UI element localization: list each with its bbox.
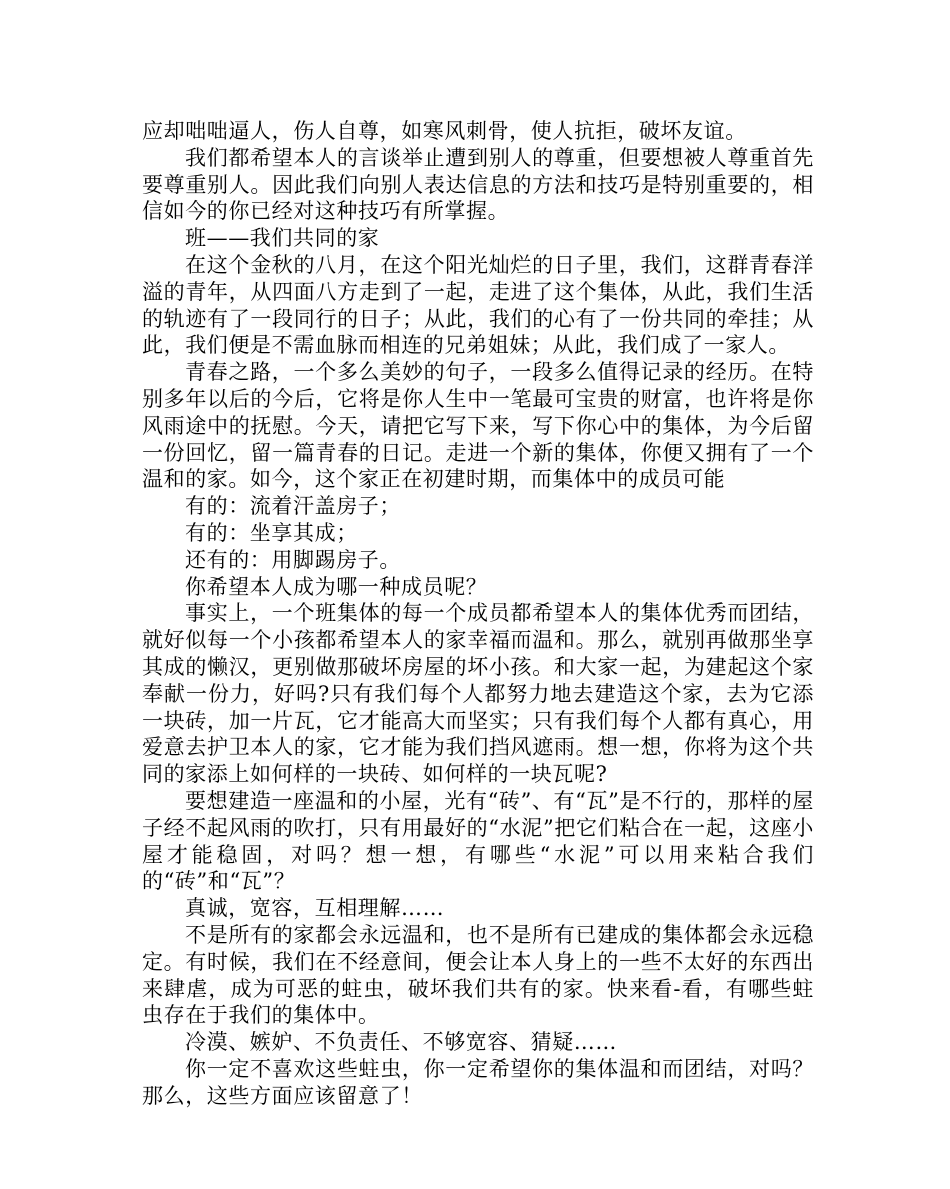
document-page — [142, 118, 814, 1109]
list-cement-virtues: 真诚，宽容，互相理解…… — [185, 896, 445, 921]
list-pests: 冷漠、嫉妒、不负责任、不够宽容、猜疑…… — [185, 1030, 617, 1055]
paragraph-continuation: 应却咄咄逼人，伤人自尊，如寒风刺骨，使人抗拒，破坏友谊。 — [142, 119, 747, 143]
paragraph-build-house: 要想建造一座温和的小屋，光有“砖”、有“瓦”是不行的，那样的屋子经不起风雨的吹打，只有用最好的“水泥”把它们粘合在一起，这座小屋才能稳固，对吗？想一想，有哪些“水泥”可以用来粘合我们的“砖”和“瓦”？ — [142, 788, 814, 894]
list-item-kick-house: 还有的：用脚踢房子。 — [185, 547, 401, 572]
list-item-build-house: 有的：流着汗盖房子； — [185, 494, 401, 519]
paragraph-respect: 我们都希望本人的言谈举止遭到别人的尊重，但要想被人尊重首先要尊重别人。因此我们向别人表达信息的方法和技巧是特别重要的，相信如今的你已经对这种技巧有所掌握。 — [142, 145, 814, 224]
paragraph-closing: 你一定不喜欢这些蛀虫，你一定希望你的集体温和而团结，对吗？那么，这些方面应该留意了！ — [142, 1056, 814, 1108]
list-item-sit-and-enjoy: 有的：坐享其成； — [185, 520, 358, 545]
paragraph-in-fact: 事实上，一个班集体的每一个成员都希望本人的集体优秀而团结，就好似每一个小孩都希望本人的家幸福而温和。那么，就别再做那坐享其成的懒汉，更别做那破坏房屋的坏小孩。和大家一起，为建起这个家奉献一份力，好吗?只有我们每个人都努力地去建造这个家，去为它添一块砖，加一片瓦，它才能高大而坚实；只有我们每个人都有真心，用爱意去护卫本人的家，它才能为我们挡风遮雨。想一想，你将为这个共同的家添上如何样的一块砖、如何样的一块瓦呢? — [142, 601, 814, 787]
question-which-member: 你希望本人成为哪一种成员呢？ — [185, 574, 488, 599]
paragraph-youth-road: 青春之路，一个多么美妙的句子，一段多么值得记录的经历。在特别多年以后的今后，它将是你人生中一笔最可宝贵的财富，也许将是你风雨途中的抚慰。今天，请把它写下来，写下你心中的集体，为今后留一份回忆，留一篇青春的日记。走进一个新的集体，你便又拥有了一个温和的家。如今，这个家正在初建时期，而集体中的成员可能 — [142, 360, 814, 492]
paragraph-golden-autumn: 在这个金秋的八月，在这个阳光灿烂的日子里，我们，这群青春洋溢的青年，从四面八方走到了一起，走进了这个集体，从此，我们生活的轨迹有了一段同行的日子；从此，我们的心有了一份共同的牵挂；从此，我们便是不需血脉而相连的兄弟姐妹；从此，我们成了一家人。 — [142, 252, 814, 358]
section-heading-class-home: 班——我们共同的家 — [185, 226, 380, 251]
paragraph-not-all-homes: 不是所有的家都会永远温和，也不是所有已建成的集体都会永远稳定。有时候，我们在不经意间，便会让本人身上的一些不太好的东西出来肆虐，成为可恶的蛀虫，破坏我们共有的家。快来看-看，有哪些蛀虫存在于我们的集体中。 — [142, 922, 814, 1028]
